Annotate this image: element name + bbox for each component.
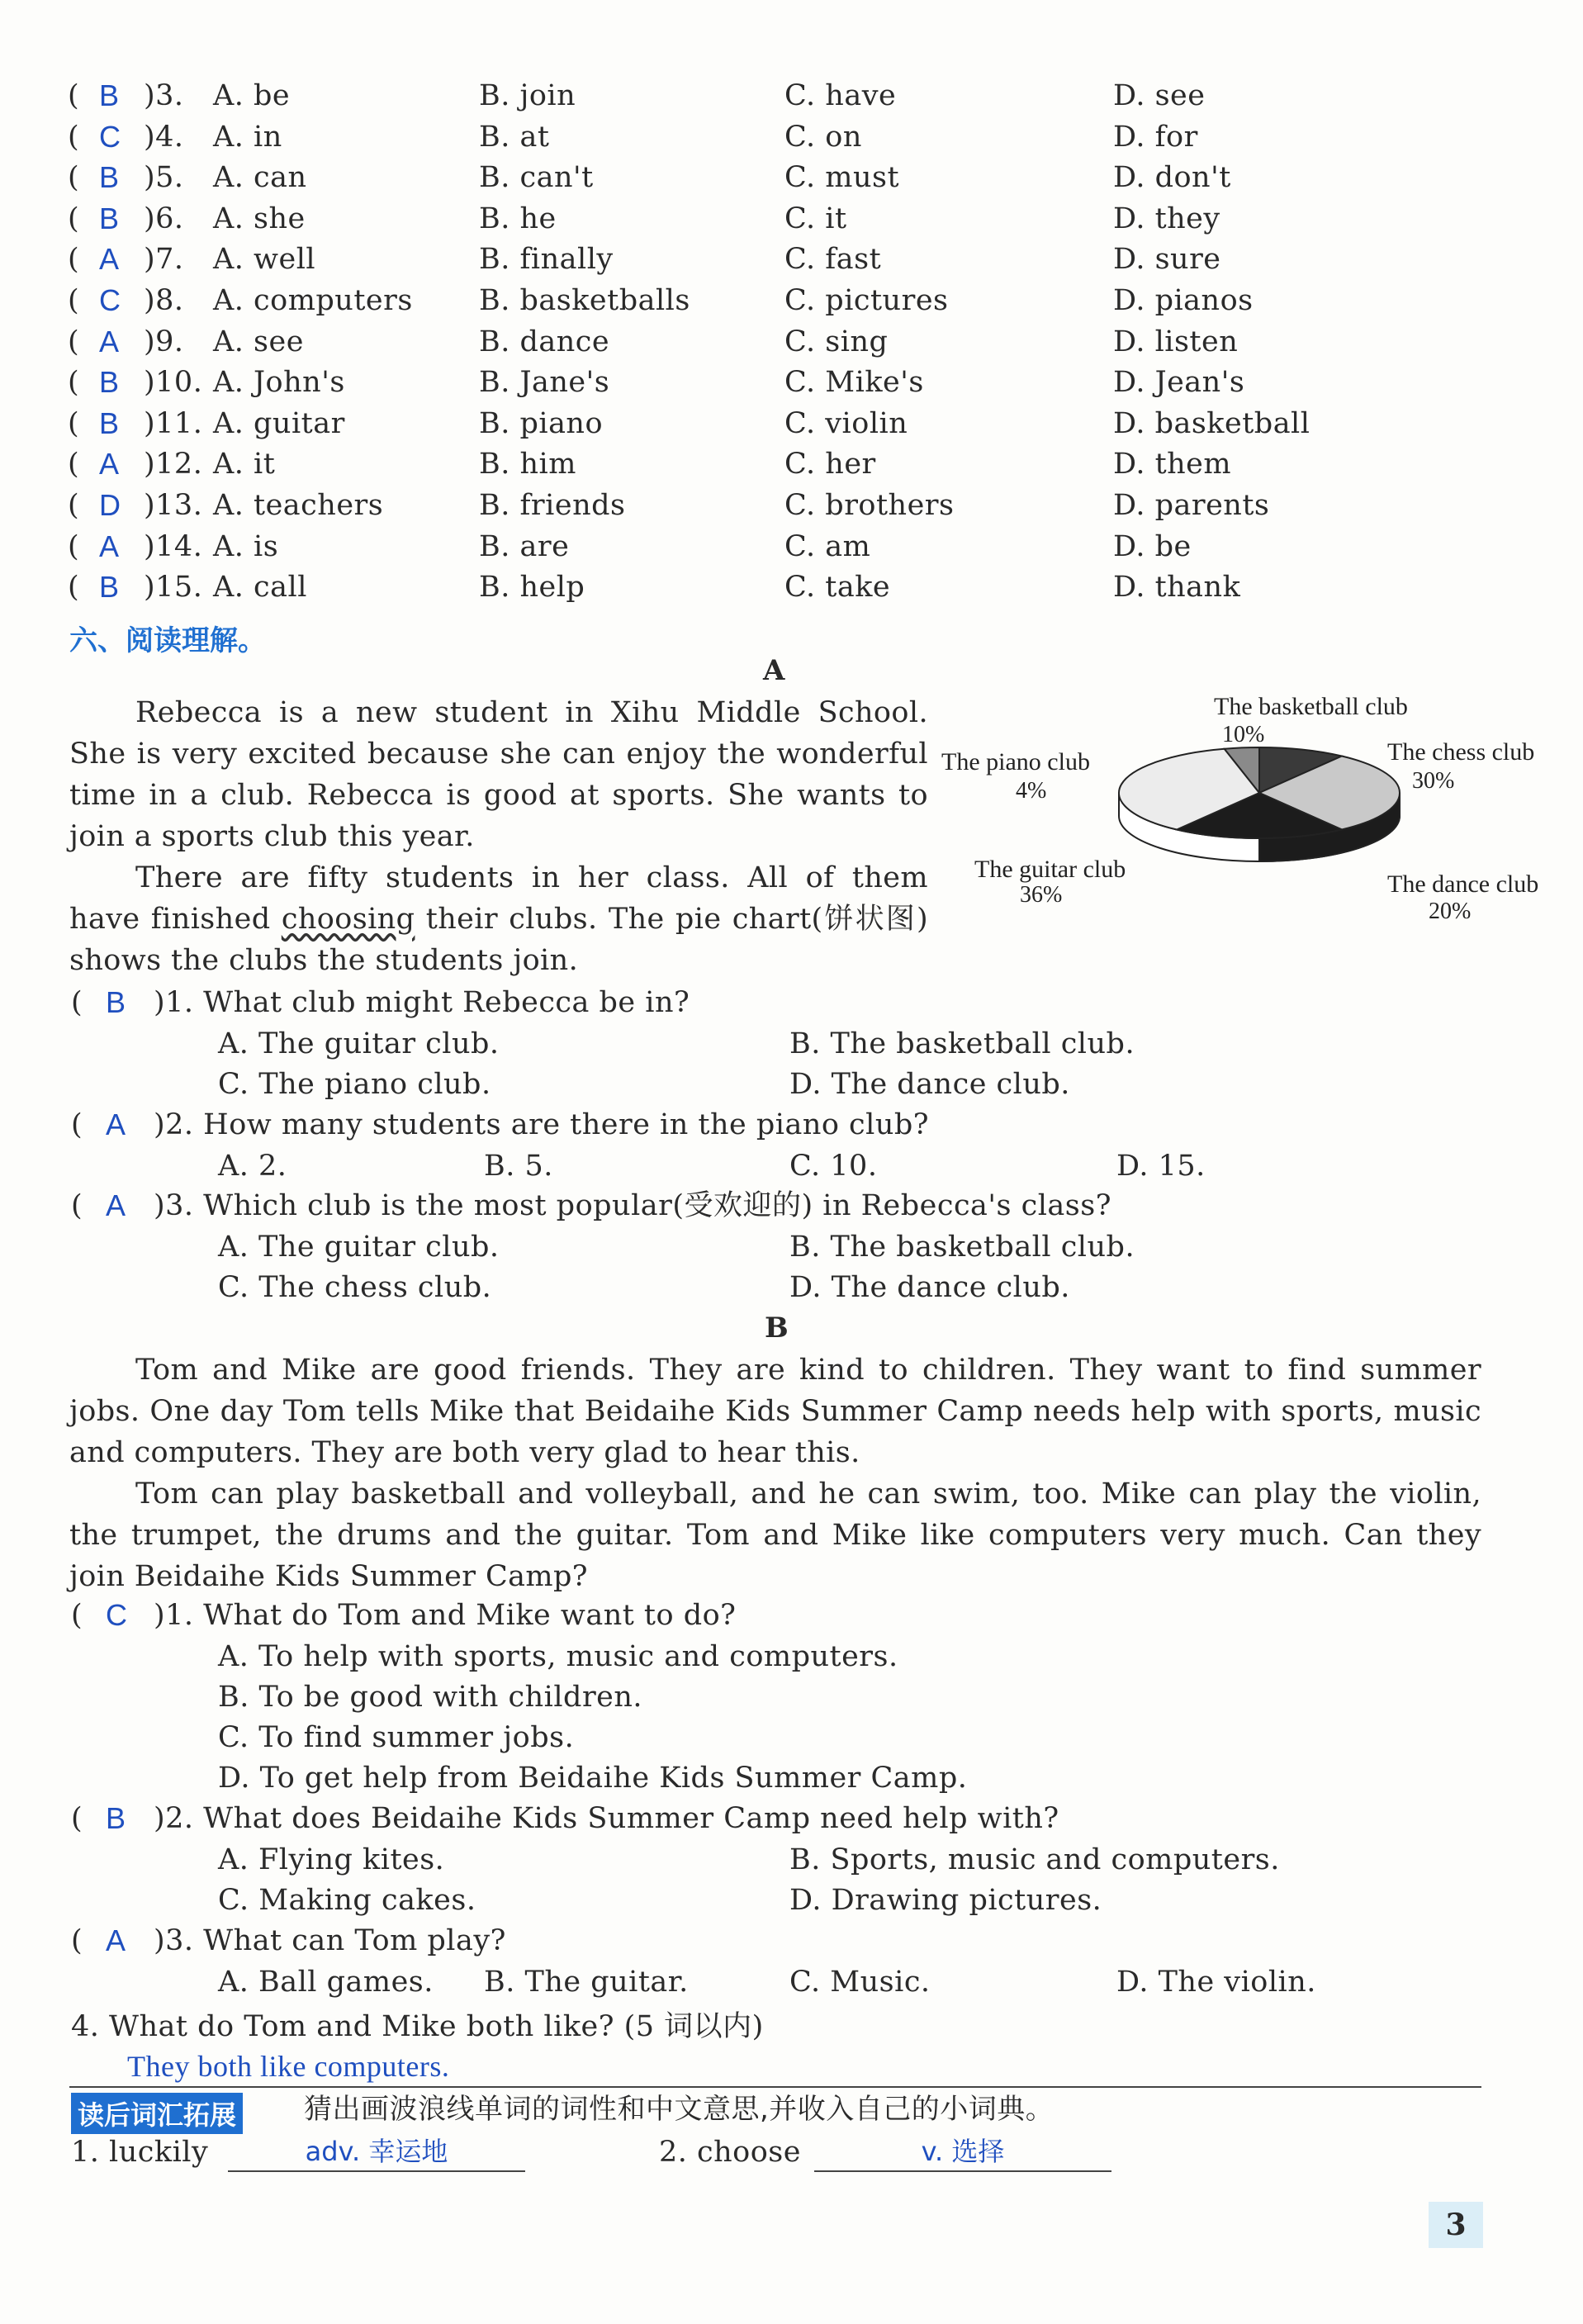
paren-open: ( [68,120,80,154]
answer-option: C. The chess club. [218,1271,492,1304]
answer-option: B. The basketball club. [789,1231,1135,1264]
option-d: D. don't [1113,161,1231,195]
option-c: C. take [784,571,891,605]
passage-b-text [69,1349,1481,1597]
paren-open: ( [68,366,80,400]
answer-letter: B [106,1801,126,1835]
paren-open: ( [68,325,80,358]
question-number: )13. [144,489,203,522]
answer-letter: B [99,365,120,400]
option-a: A. in [213,120,282,154]
answer-letter: A [99,529,120,563]
option-b: B. help [479,571,585,605]
answer-option: B. The guitar. [484,1966,689,1999]
option-b: B. join [479,79,576,112]
vocab-item-2: 2. choose [659,2136,801,2169]
passage-b-para-1: Tom and Mike are good friends. They are kind to children. They want to find summer jobs. One day Tom tells Mike that Beidaihe Kids Summer Camp needs help with sports, music and computers. They are both very glad to hear this. [69,1354,1481,1469]
pie-percent-label: 10% [1222,722,1265,747]
passage-a-para-1: Rebecca is a new student in Xihu Middle School. She is very excited because she can enjoy the wonderful time in a club. Rebecca is good at sports. She wants to join a sports club this year. [69,696,928,853]
option-c: C. fast [784,243,882,277]
question-text: )1. What club might Rebecca be in? [154,986,690,1019]
answer-option: C. Making cakes. [218,1884,476,1917]
option-b: B. friends [479,489,626,522]
answer-letter: A [106,1923,126,1957]
paren-open: ( [68,571,80,605]
option-c: C. pictures [784,284,949,317]
answer-option: B. To be good with children. [218,1681,643,1714]
option-a: A. it [213,448,276,481]
answer-option: C. To find summer jobs. [218,1721,575,1754]
paren-open: ( [68,202,80,235]
pie-percent-label: 36% [1020,882,1063,908]
paren-open: ( [71,1189,83,1222]
question-text: )3. Which club is the most popular(受欢迎的) in Rebecca's class? [154,1189,1111,1222]
club-pie-chart [941,685,1539,933]
paren-open: ( [68,79,80,112]
answer-letter: C [99,119,121,154]
pie-percent-label: 4% [1016,778,1047,804]
question-number: )4. [144,120,184,154]
answer-letter: A [106,1188,126,1222]
option-c: C. it [784,202,847,235]
answer-letter: A [106,1107,126,1141]
option-b: B. Jane's [479,366,610,400]
option-b: B. piano [479,406,604,440]
question-text: )2. How many students are there in the piano club? [154,1108,930,1141]
paren-open: ( [68,529,80,563]
question-number: )6. [144,202,184,235]
option-c: C. Mike's [784,366,924,400]
answer-option: A. The guitar club. [218,1027,500,1060]
answer-letter: B [99,78,120,112]
question-number: )14. [144,529,203,563]
answer-option: A. Flying kites. [218,1843,445,1876]
question-text: )3. What can Tom play? [154,1924,506,1957]
answer-letter: D [99,488,121,522]
answer-option: B. The basketball club. [789,1027,1135,1060]
paren-open: ( [71,986,83,1019]
answer-letter: A [99,242,120,277]
answer-option: D. The dance club. [789,1271,1070,1304]
option-b: B. basketballs [479,284,690,317]
question-number: )9. [144,325,184,358]
paren-open: ( [68,489,80,522]
vocab-item-1-answer: adv. 幸运地 [228,2131,525,2172]
paren-open: ( [68,243,80,277]
question-number: )15. [144,571,203,605]
option-d: D. basketball [1113,406,1310,440]
question-text: )2. What does Beidaihe Kids Summer Camp need help with? [154,1802,1059,1835]
question-number: )11. [144,406,203,440]
option-a: A. be [213,79,291,112]
answer-option: C. Music. [789,1966,931,1999]
option-b: B. he [479,202,557,235]
option-c: C. must [784,161,900,195]
option-d: D. thank [1113,571,1241,605]
answer-letter: B [99,570,120,605]
pie-percent-label: 30% [1412,768,1455,794]
option-d: D. pianos [1113,284,1254,317]
divider-line [69,2086,1481,2088]
vocab-item-2-answer: v. 选择 [814,2131,1111,2172]
option-d: D. parents [1113,489,1270,522]
question-text: )1. What do Tom and Mike want to do? [154,1599,737,1632]
option-d: D. see [1113,79,1206,112]
option-c: C. her [784,448,876,481]
section-title: 六、阅读理解。 [69,624,266,657]
option-d: D. for [1113,120,1198,154]
answer-option: B. 5. [484,1150,553,1183]
answer-letter: C [106,1598,128,1632]
paren-open: ( [71,1599,83,1632]
answer-option: D. 15. [1116,1150,1206,1183]
answer-letter: B [99,406,120,440]
answer-option: A. To help with sports, music and computers. [218,1640,898,1673]
passage-a-label: A [763,654,785,687]
passage-a-text [69,692,928,981]
option-c: C. am [784,529,871,563]
answer-option: A. The guitar club. [218,1231,500,1264]
option-b: B. are [479,529,570,563]
option-a: A. computers [213,284,413,317]
paren-open: ( [68,406,80,440]
pie-category-label: The piano club [941,748,1090,775]
paren-open: ( [68,161,80,195]
option-a: A. well [213,243,316,277]
answer-letter: C [99,283,121,317]
option-c: C. on [784,120,862,154]
answer-letter: B [99,160,120,195]
answer-option: C. The piano club. [218,1068,491,1101]
paren-open: ( [71,1802,83,1835]
vocab-item-1: 1. luckily [71,2136,209,2169]
option-d: D. Jean's [1113,366,1245,400]
option-d: D. listen [1113,325,1239,358]
answer-letter: A [99,324,120,358]
answer-option: D. To get help from Beidaihe Kids Summer Camp. [218,1762,968,1795]
option-a: A. teachers [213,489,384,522]
question-number: )8. [144,284,184,317]
answer-option: D. The dance club. [789,1068,1070,1101]
option-a: A. is [213,529,279,563]
answer-option: A. 2. [218,1150,287,1183]
question-4: 4. What do Tom and Mike both like? (5 词以内) [71,2010,764,2043]
paren-open: ( [71,1924,83,1957]
wavy-word-choosing: choosing [281,903,415,936]
option-a: A. call [213,571,307,605]
paren-open: ( [68,448,80,481]
option-b: B. dance [479,325,610,358]
answer-option: B. Sports, music and computers. [789,1843,1280,1876]
option-a: A. she [213,202,306,235]
option-b: B. can't [479,161,594,195]
option-c: C. brothers [784,489,955,522]
answer-letter: A [99,447,120,481]
passage-b-label: B [765,1311,789,1345]
option-a: A. can [213,161,307,195]
option-c: C. have [784,79,897,112]
answer-option: C. 10. [789,1150,878,1183]
option-d: D. be [1113,529,1192,563]
question-number: )3. [144,79,184,112]
pie-category-label: The chess club [1387,738,1535,766]
passage-a-para-2: There are fifty students in her class. All of them have finished choosing their clubs. The pie chart(饼状图) shows the clubs the students join. [69,861,929,977]
pie-percent-label: 20% [1429,899,1472,924]
pie-category-label: The dance club [1387,870,1539,898]
question-number: )5. [144,161,184,195]
option-b: B. at [479,120,550,154]
option-d: D. them [1113,448,1232,481]
option-b: B. him [479,448,576,481]
answer-option: D. Drawing pictures. [789,1884,1102,1917]
answer-letter: B [99,201,120,235]
option-a: A. John's [213,366,345,400]
option-b: B. finally [479,243,614,277]
option-c: C. sing [784,325,889,358]
vocab-section-label: 读后词汇拓展 [71,2093,243,2134]
answer-letter: B [106,985,126,1019]
option-a: A. guitar [213,406,345,440]
pie-category-label: The basketball club [1214,693,1408,720]
paren-open: ( [71,1108,83,1141]
option-a: A. see [213,325,304,358]
option-d: D. they [1113,202,1220,235]
answer-option: A. Ball games. [218,1966,434,1999]
vocab-instruction: 猜出画波浪线单词的词性和中文意思,并收入自己的小词典。 [304,2093,1055,2126]
question-number: )7. [144,243,184,277]
passage-b-para-2: Tom can play basketball and volleyball, and he can swim, too. Mike can play the violin, the trumpet, the drums and the guitar. Tom and Mike like computers very much. Can they join Beidaihe Kids Summer Camp? [69,1477,1481,1593]
pie-category-label: The guitar club [974,856,1126,883]
page-number: 3 [1429,2202,1483,2248]
answer-option: D. The violin. [1116,1966,1316,1999]
question-4-answer: They both like computers. [127,2050,450,2083]
option-d: D. sure [1113,243,1221,277]
question-number: )10. [144,366,203,400]
question-number: )12. [144,448,203,481]
option-c: C. violin [784,406,908,440]
paren-open: ( [68,284,80,317]
